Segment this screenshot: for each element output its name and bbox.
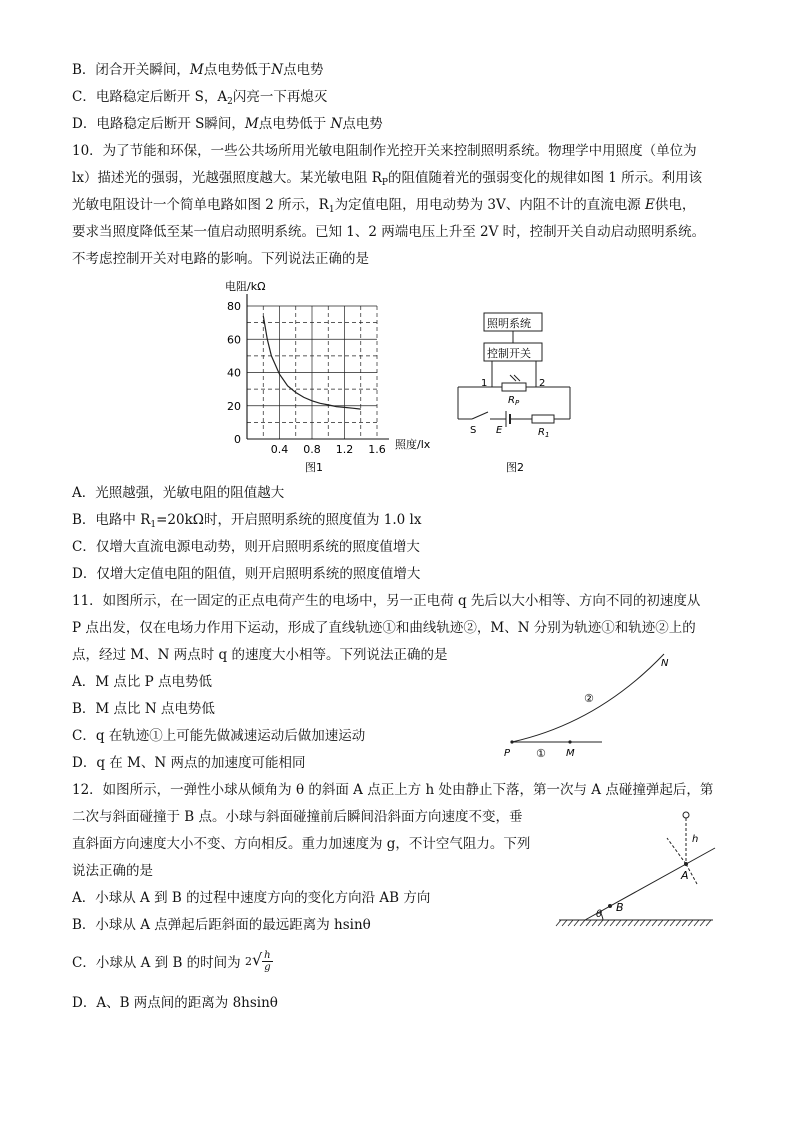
q11-option-a: A．M 点比 P 点电势低 bbox=[72, 674, 213, 690]
point-a-label: A bbox=[681, 869, 689, 882]
trajectory-2-label: ② bbox=[584, 692, 594, 705]
theta-label: θ bbox=[596, 909, 603, 920]
x-tick-label: 0.4 bbox=[270, 443, 289, 456]
q12-stem-line-4: 说法正确的是 bbox=[72, 863, 153, 879]
q10-option-b: B．电路中 $R_1=20k\Omega$时，开启照明系统的照度值为 1.0 lx bbox=[72, 512, 422, 530]
incline-line bbox=[585, 848, 715, 920]
ground-hatch bbox=[556, 920, 711, 926]
chart-grid bbox=[247, 306, 377, 439]
height-h-label: h bbox=[692, 834, 699, 845]
q11-option-b: B．M 点比 N 点电势低 bbox=[72, 701, 215, 717]
q11-option-d: D．q 在 M、N 两点的加速度可能相同 bbox=[72, 755, 306, 771]
trajectory-1-label: ① bbox=[536, 747, 546, 760]
q10-stem-line-5: 不考虑控制开关对电路的影响。下列说法正确的是 bbox=[72, 251, 369, 267]
q12-stem-line-3: 直斜面方向速度大小不变、方向相反。重力加速度为 g，不计空气阻力。下列 bbox=[72, 836, 531, 852]
figure-2-circuit bbox=[450, 305, 580, 475]
control-switch-label: 控制开关 bbox=[487, 347, 531, 360]
time-formula: 2√ $\frac{h}{g}$ bbox=[244, 950, 271, 973]
point-b-label: B bbox=[616, 901, 624, 914]
x-tick-label: 1.6 bbox=[368, 443, 386, 456]
resistor-r1 bbox=[532, 415, 554, 423]
y-tick-label: 20 bbox=[227, 399, 241, 413]
node-1-label: 1 bbox=[481, 378, 488, 389]
q10-stem-line-2: lx）描述光的强弱，光越强照度越大。某光敏电阻 $R_P$的阻值随着光的强弱变化的规律如图 1 所示。利用该 bbox=[72, 170, 703, 188]
x-tick-label: 0.8 bbox=[303, 443, 321, 456]
q11-stem-line-2: P 点出发，仅在电场力作用下运动，形成了直线轨迹①和曲线轨迹②，M、N 分别为轨迹①和轨迹②上的 bbox=[72, 620, 696, 636]
x-tick-label: 1.2 bbox=[335, 443, 354, 456]
q12-slope-figure bbox=[555, 808, 725, 933]
q9-option-d: D．电路稳定后断开 S瞬间，M点电势低于 N点电势 bbox=[72, 116, 383, 132]
q12-option-b: B．小球从 A 点弹起后距斜面的最远距离为 hsinθ bbox=[72, 917, 371, 933]
q9-option-c: C．电路稳定后断开 S，$A_2$闪亮一下再熄灭 bbox=[72, 89, 328, 107]
source-e-label: E bbox=[496, 425, 503, 436]
q9-option-b: B．闭合开关瞬间，M点电势低于N点电势 bbox=[72, 62, 324, 78]
r1-label: $R_1$ bbox=[538, 427, 550, 439]
q10-stem-line-1: 10．为了节能和环保，一些公共场所用光敏电阻制作光控开关来控制照明系统。物理学中用照度（单位为 bbox=[72, 143, 697, 159]
figure-2-caption: 图2 bbox=[506, 461, 524, 474]
q12-option-c: C．小球从 A 到 B 的时间为 2√ $\frac{h}{g}$ bbox=[72, 950, 271, 973]
photoresistor-rp bbox=[502, 383, 526, 391]
node-2-label: 2 bbox=[539, 378, 546, 389]
chart-xlabel: 照度/lx bbox=[395, 438, 431, 451]
switch-s bbox=[472, 412, 488, 419]
rp-label: $R_P$ bbox=[508, 395, 520, 407]
lighting-system-label: 照明系统 bbox=[487, 317, 531, 330]
y-tick-label: 0 bbox=[234, 433, 241, 446]
y-tick-label: 60 bbox=[227, 333, 241, 347]
q10-option-c: C．仅增大直流电源电动势，则开启照明系统的照度值增大 bbox=[72, 539, 420, 555]
q12-stem-line-1: 12．如图所示，一弹性小球从倾角为 θ 的斜面 A 点正上方 h 处由静止下落，第一次与 A 点碰撞弹起后，第 bbox=[72, 782, 714, 798]
q10-option-d: D．仅增大定值电阻的阻值，则开启照明系统的照度值增大 bbox=[72, 566, 421, 582]
point-p-label: P bbox=[504, 748, 511, 759]
q12-option-a: A．小球从 A 到 B 的过程中速度方向的变化方向沿 AB 方向 bbox=[72, 890, 431, 906]
y-tick-label: 80 bbox=[227, 300, 241, 313]
q10-stem-line-4: 要求当照度降低至某一值启动照明系统。已知 1、2 两端电压上升至 2V 时，控制开关自动启动照明系统。 bbox=[72, 224, 706, 240]
chart-axes bbox=[247, 294, 389, 439]
chart-ylabel: 电阻/kΩ bbox=[225, 280, 266, 293]
point-b-dot bbox=[608, 904, 612, 908]
q11-stem-line-3: 点，经过 M、N 两点时 q 的速度大小相等。下列说法正确的是 bbox=[72, 647, 448, 663]
q12-stem-line-2: 二次与斜面碰撞于 B 点。小球与斜面碰撞前后瞬间沿斜面方向速度不变，垂 bbox=[72, 809, 523, 825]
q10-option-a: A．光照越强，光敏电阻的阻值越大 bbox=[72, 485, 285, 501]
q11-trajectory-figure bbox=[498, 648, 688, 763]
q11-stem-line-1: 11．如图所示，在一固定的正点电荷产生的电场中，另一正电荷 q 先后以大小相等、方向不同的初速度从 bbox=[72, 593, 701, 609]
q11-option-c: C．q 在轨迹①上可能先做减速运动后做加速运动 bbox=[72, 728, 366, 744]
point-n-label: N bbox=[661, 658, 669, 669]
chart-title: 图1 bbox=[305, 461, 323, 474]
point-m-label: M bbox=[566, 748, 575, 759]
switch-s-label: S bbox=[470, 425, 477, 436]
ball bbox=[683, 812, 689, 818]
figure-1-chart bbox=[225, 276, 455, 476]
q10-stem-line-3: 光敏电阻设计一个简单电路如图 2 所示，$R_1$为定值电阻，用电动势为 3V、内阻不计的直流电源 E供电， bbox=[72, 197, 696, 215]
q12-option-d: D．A、B 两点间的距离为 8hsinθ bbox=[72, 995, 278, 1011]
y-tick-label: 40 bbox=[227, 366, 241, 380]
